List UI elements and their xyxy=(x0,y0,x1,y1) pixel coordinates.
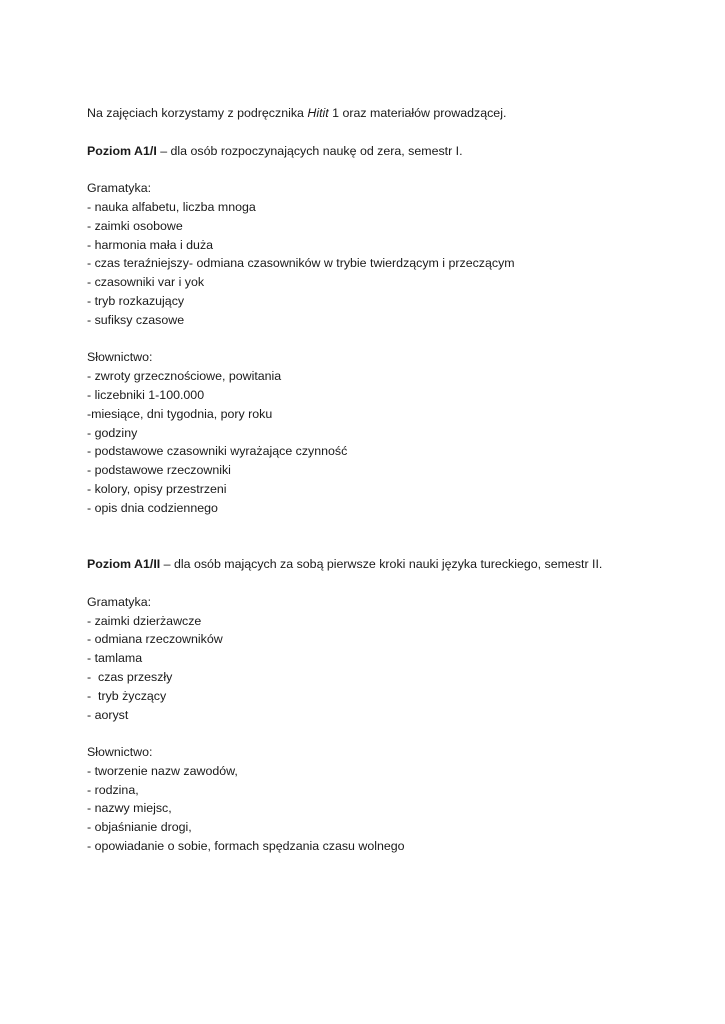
list-item: - czasowniki var i yok xyxy=(87,275,205,290)
list-item: - nauka alfabetu, liczba mnoga xyxy=(87,199,256,214)
list-item: - tworzenie nazw zawodów, xyxy=(87,763,238,778)
level1-grammar-heading: Gramatyka: xyxy=(87,181,152,196)
document-page xyxy=(87,104,687,856)
intro-text-before: Na zajęciach korzystamy z podręcznika xyxy=(87,106,308,120)
list-item: - kolory, opisy przestrzeni xyxy=(87,481,227,496)
list-item: - aoryst xyxy=(87,707,129,722)
level1-description: – dla osób rozpoczynających naukę od zera, semestr I. xyxy=(156,143,463,158)
list-item: - liczebniki 1-100.000 xyxy=(87,387,205,402)
level2-description: – dla osób mających za sobą pierwsze kroki nauki języka tureckiego, semestr II. xyxy=(160,557,603,572)
list-item: - opowiadanie o sobie, formach spędzania czasu wolnego xyxy=(87,839,405,854)
list-item: - opis dnia codziennego xyxy=(87,500,218,515)
level1-title: Poziom A1/I xyxy=(87,143,157,158)
list-item: - czas teraźniejszy- odmiana czasowników w trybie twierdzącym i przeczącym xyxy=(87,256,515,271)
list-item: - sufiksy czasowe xyxy=(87,312,185,327)
list-item: - godziny xyxy=(87,425,138,440)
list-item: -miesiące, dni tygodnia, pory roku xyxy=(87,406,273,421)
level2-title: Poziom A1/II xyxy=(87,557,161,572)
list-item: - rodzina, xyxy=(87,782,139,797)
intro-text-after: 1 oraz materiałów prowadzącej. xyxy=(328,106,507,120)
list-item: - tryb życzący xyxy=(87,688,167,703)
intro-paragraph xyxy=(87,104,687,123)
list-item: - zwroty grzecznościowe, powitania xyxy=(87,369,282,384)
list-item: - tryb rozkazujący xyxy=(87,293,185,308)
list-item: - zaimki dzierżawcze xyxy=(87,613,202,628)
level2-heading xyxy=(87,555,687,574)
level2-grammar-heading: Gramatyka: xyxy=(87,594,152,609)
list-item: - zaimki osobowe xyxy=(87,218,183,233)
level2-vocab-heading: Słownictwo: xyxy=(87,745,153,760)
list-item: - czas przeszły xyxy=(87,669,173,684)
list-item: - tamlama xyxy=(87,651,143,666)
level1-vocab-heading: Słownictwo: xyxy=(87,350,153,365)
list-item: - objaśnianie drogi, xyxy=(87,820,192,835)
list-item: - harmonia mała i duża xyxy=(87,237,214,252)
list-item: - podstawowe czasowniki wyrażające czynność xyxy=(87,444,348,459)
list-item: - podstawowe rzeczowniki xyxy=(87,463,231,478)
list-item: - nazwy miejsc, xyxy=(87,801,172,816)
list-item: - odmiana rzeczowników xyxy=(87,632,223,647)
level1-heading xyxy=(87,142,687,161)
book-title: Hitit xyxy=(307,106,329,120)
